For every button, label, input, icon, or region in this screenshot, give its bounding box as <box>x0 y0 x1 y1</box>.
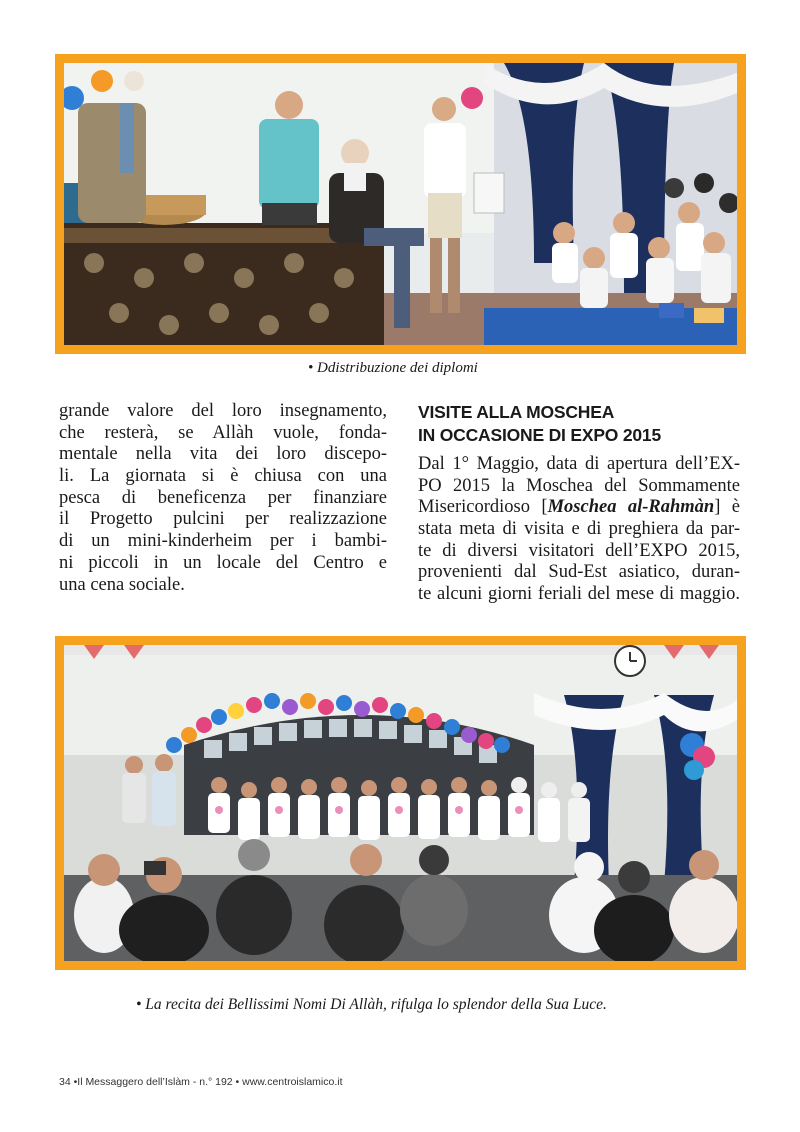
text-line: il Progetto pulcini per realizzazione <box>59 509 387 530</box>
heading-line: VISITE ALLA MOSCHEA <box>418 402 615 422</box>
text-line: mentale nella vita dei loro discepo- <box>59 444 387 465</box>
photo-recitation <box>55 636 746 970</box>
text-fragment: ] è <box>714 497 740 518</box>
heading-line: IN OCCASIONE DI EXPO 2015 <box>418 425 661 445</box>
section-heading <box>418 401 661 447</box>
text-line: pesca di beneficenza per finanziare <box>59 487 387 508</box>
text-line: che resterà, se Allàh vuole, fonda- <box>59 422 387 443</box>
text-line: PO 2015 la Moschea del Sommamente <box>418 475 740 496</box>
diploma-distribution-photo-image <box>64 63 737 345</box>
text-line: Dal 1° Maggio, data di apertura dell’EX- <box>418 454 740 474</box>
text-line: una cena sociale. <box>59 574 185 595</box>
photo-diploma-distribution <box>55 54 746 354</box>
recitation-photo-image <box>64 645 737 961</box>
text-line: di un mini-kinderheim per i bambi- <box>59 531 387 552</box>
text-line: te di diversi visitatori dell’EXPO 2015, <box>418 540 740 561</box>
page-footer: 34 •Il Messaggero dell’Islàm - n.° 192 • www.centroislamico.it <box>59 1076 343 1088</box>
right-column-text <box>418 454 740 606</box>
text-fragment: Misericordioso [ <box>418 497 548 518</box>
text-line-with-emphasis <box>418 497 740 519</box>
text-line: provenienti dal Sud-Est asiatico, duran- <box>418 562 740 583</box>
text-line: li. La giornata si è chiusa con una <box>59 466 387 487</box>
text-line: grande valore del loro insegnamento, <box>59 401 387 421</box>
left-column-text <box>59 401 387 596</box>
mosque-name: Moschea al-Rahmàn <box>547 497 715 518</box>
bottom-photo-caption: • La recita dei Bellissimi Nomi Di Allàh, rifulga lo splendor della Sua Luce. <box>136 996 607 1013</box>
text-line: te alcuni giorni feriali del mese di maggio. <box>418 584 740 605</box>
text-line: stata meta di visita e di preghiera da par- <box>418 519 740 540</box>
top-photo-caption: • Ddistribuzione dei diplomi <box>308 360 478 376</box>
text-line: ni piccoli in un locale del Centro e <box>59 552 387 573</box>
